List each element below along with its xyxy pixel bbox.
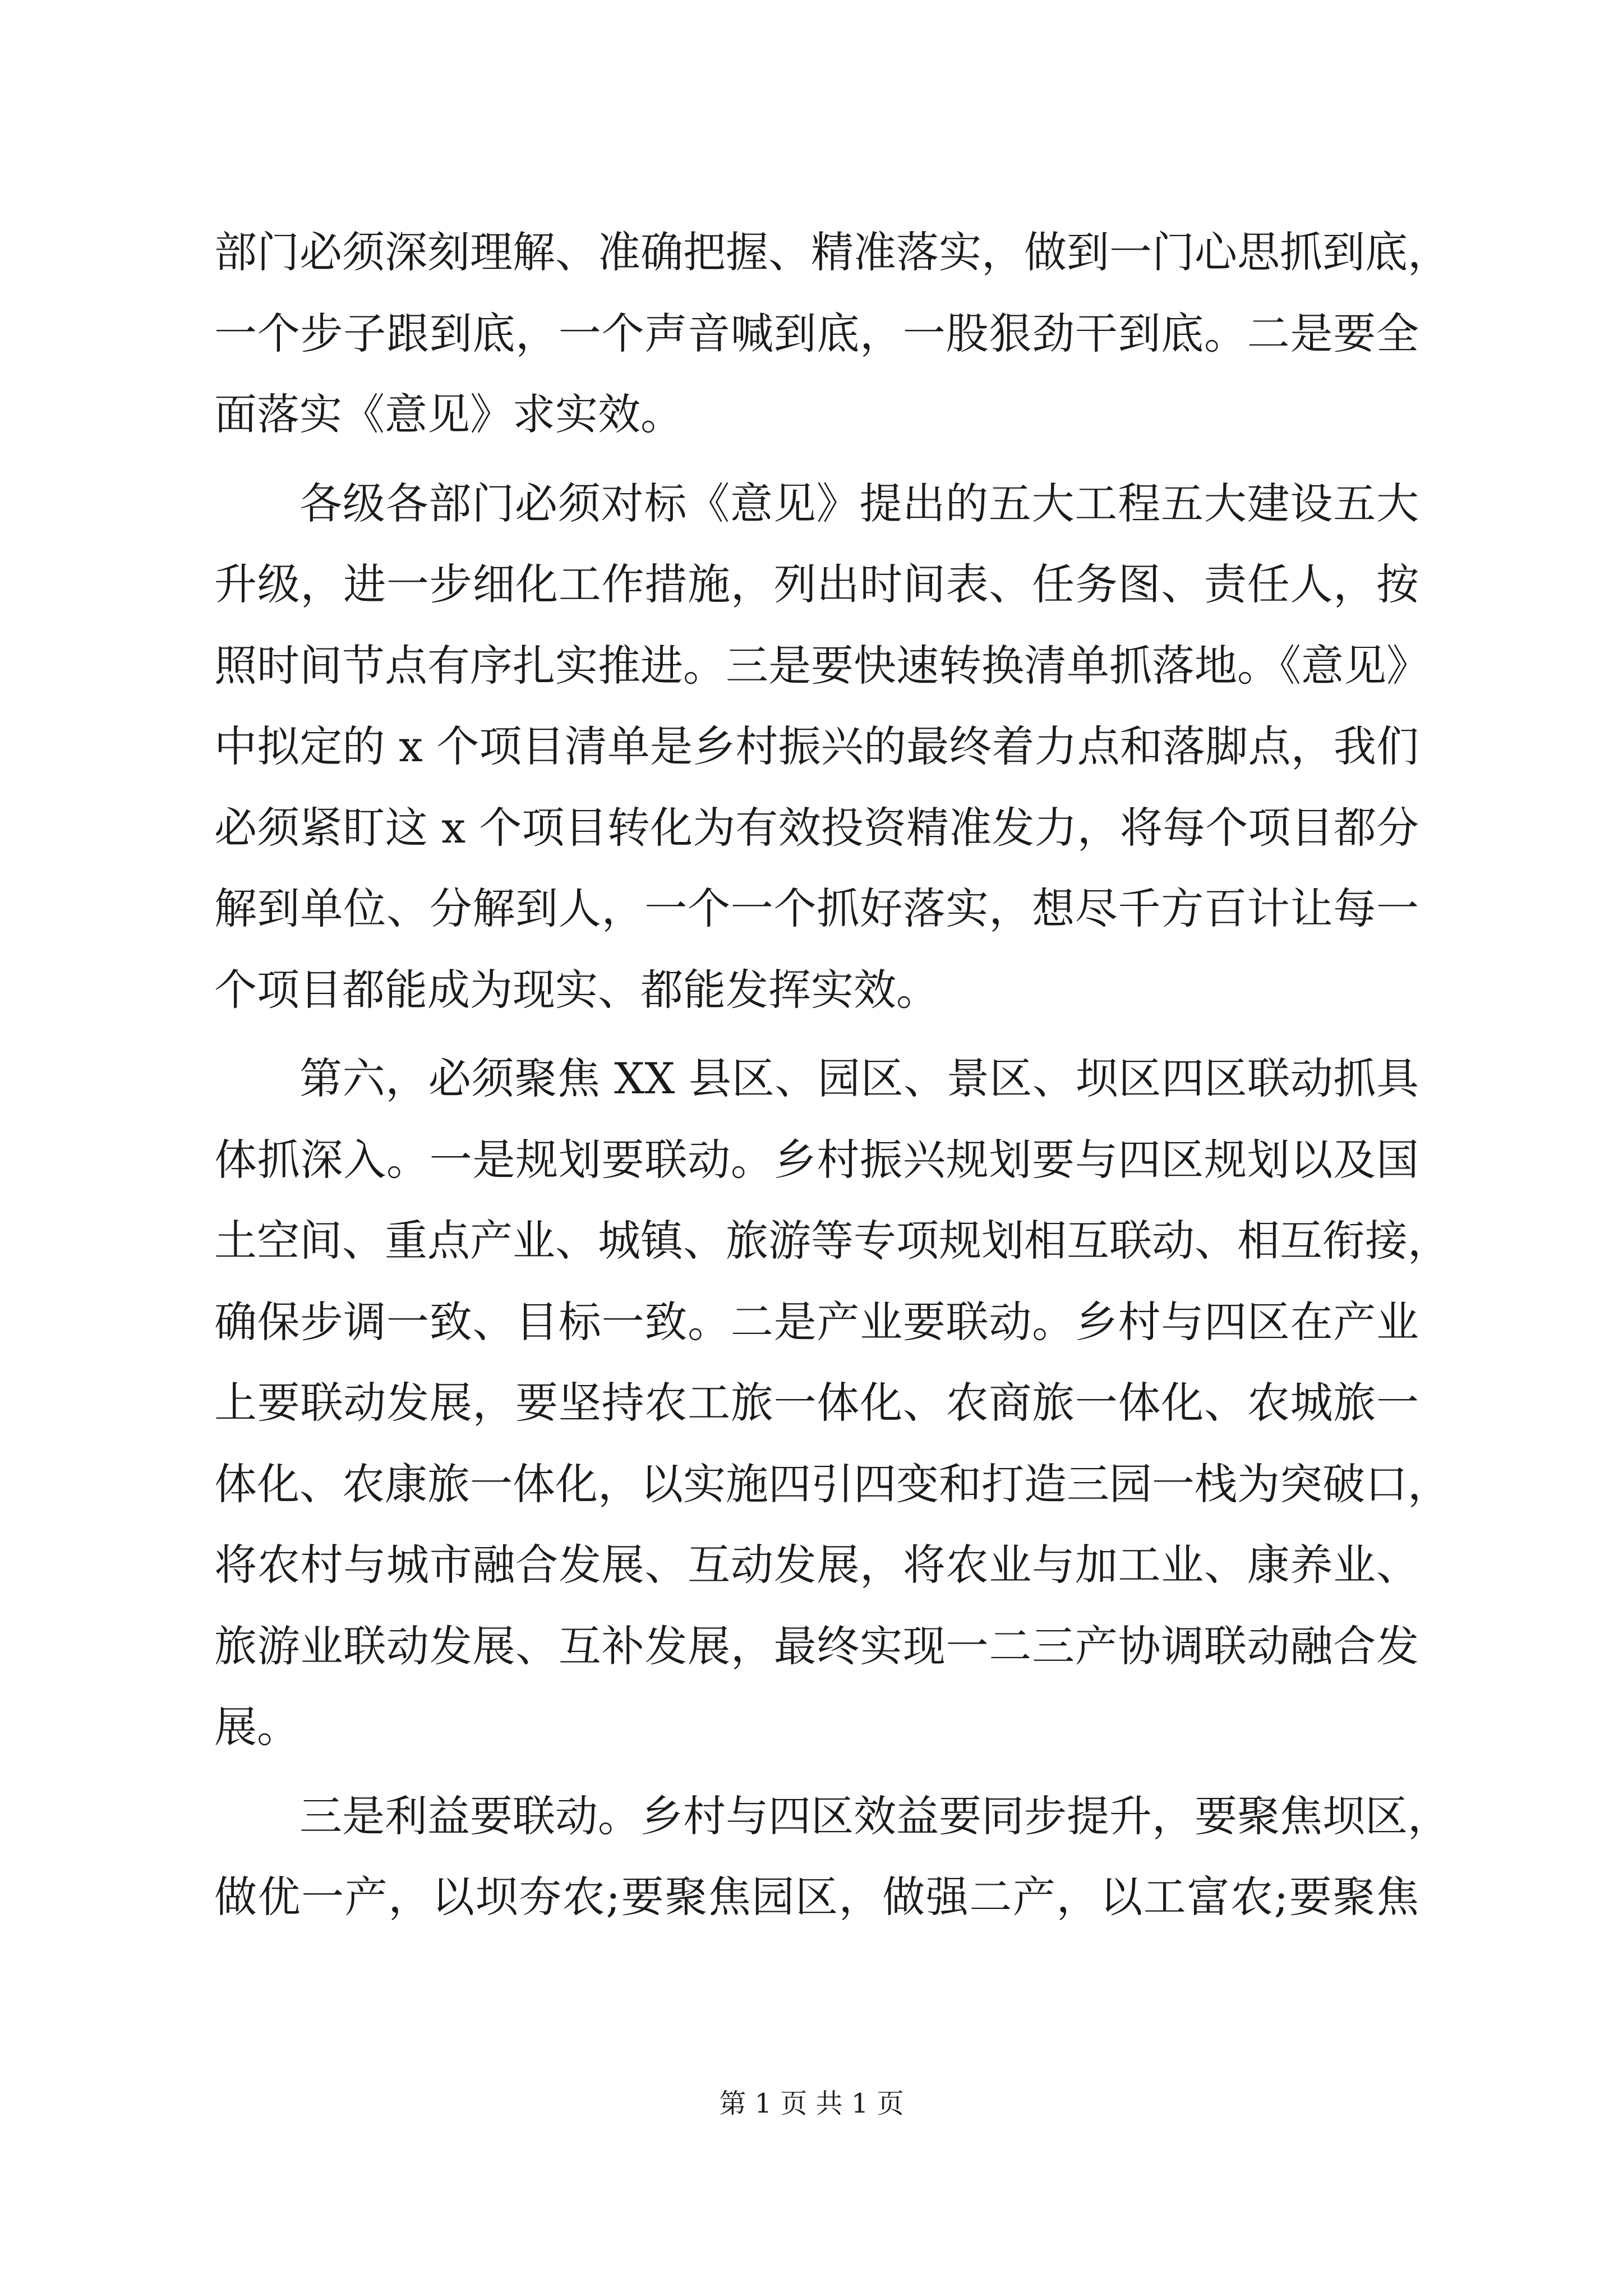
paragraph-line: 展。: [214, 1702, 299, 1752]
paragraph-line: 一个步子跟到底，一个声音喊到底，一股狠劲干到底。二是要全: [214, 308, 1419, 358]
paragraph-line: 将农村与城市融合发展、互动发展，将农业与加工业、康养业、: [214, 1540, 1419, 1590]
paragraph-3: [214, 1038, 1450, 1768]
paragraph-line: 上要联动发展，要坚持农工旅一体化、农商旅一体化、农城旅一: [214, 1378, 1419, 1428]
paragraph-1: [214, 212, 1450, 455]
paragraph-line: 升级，进一步细化工作措施，列出时间表、任务图、责任人，按: [214, 559, 1419, 609]
paragraph-line: 土空间、重点产业、城镇、旅游等专项规划相互联动、相互衔接，: [214, 1216, 1450, 1266]
paragraph-line: 部门必须深刻理解、准确把握、精准落实，做到一门心思抓到底，: [214, 227, 1450, 277]
paragraph-line: 确保步调一致、目标一致。二是产业要联动。乡村与四区在产业: [214, 1296, 1419, 1347]
paragraph-line: 个项目都能成为现实、都能发挥实效。: [214, 964, 939, 1015]
paragraph-line: 做优一产，以坝夯农;要聚焦园区，做强二产，以工富农;要聚焦: [214, 1872, 1419, 1922]
paragraph-line: 中拟定的 x 个项目清单是乡村振兴的最终着力点和落脚点，我们: [214, 721, 1419, 771]
page-footer: 第 1 页 共 1 页: [719, 2088, 904, 2119]
document-body: [214, 212, 1450, 1938]
paragraph-line: 体化、农康旅一体化，以实施四引四变和打造三园一栈为突破口，: [214, 1458, 1450, 1509]
paragraph-2: [214, 463, 1429, 1031]
paragraph-line: 解到单位、分解到人，一个一个抓好落实，想尽千方百计让每一: [214, 884, 1419, 933]
paragraph-line: 体抓深入。一是规划要联动。乡村振兴规划要与四区规划以及国: [214, 1134, 1419, 1185]
paragraph-line: 三是利益要联动。乡村与四区效益要同步提升，要聚焦坝区，: [299, 1791, 1450, 1841]
paragraph-line: 旅游业联动发展、互补发展，最终实现一二三产协调联动融合发: [214, 1621, 1419, 1671]
paragraph-line: 必须紧盯这 x 个项目转化为有效投资精准发力，将每个项目都分: [214, 802, 1419, 853]
paragraph-line: 各级各部门必须对标《意见》提出的五大工程五大建设五大: [299, 478, 1419, 528]
paragraph-line: 第六，必须聚焦 XX 县区、园区、景区、坝区四区联动抓具: [299, 1053, 1419, 1103]
paragraph-line: 照时间节点有序扎实推进。三是要快速转换清单抓落地。《意见》: [214, 640, 1429, 691]
paragraph-line: 面落实《意见》求实效。: [214, 389, 683, 439]
paragraph-4: [214, 1776, 1450, 1938]
